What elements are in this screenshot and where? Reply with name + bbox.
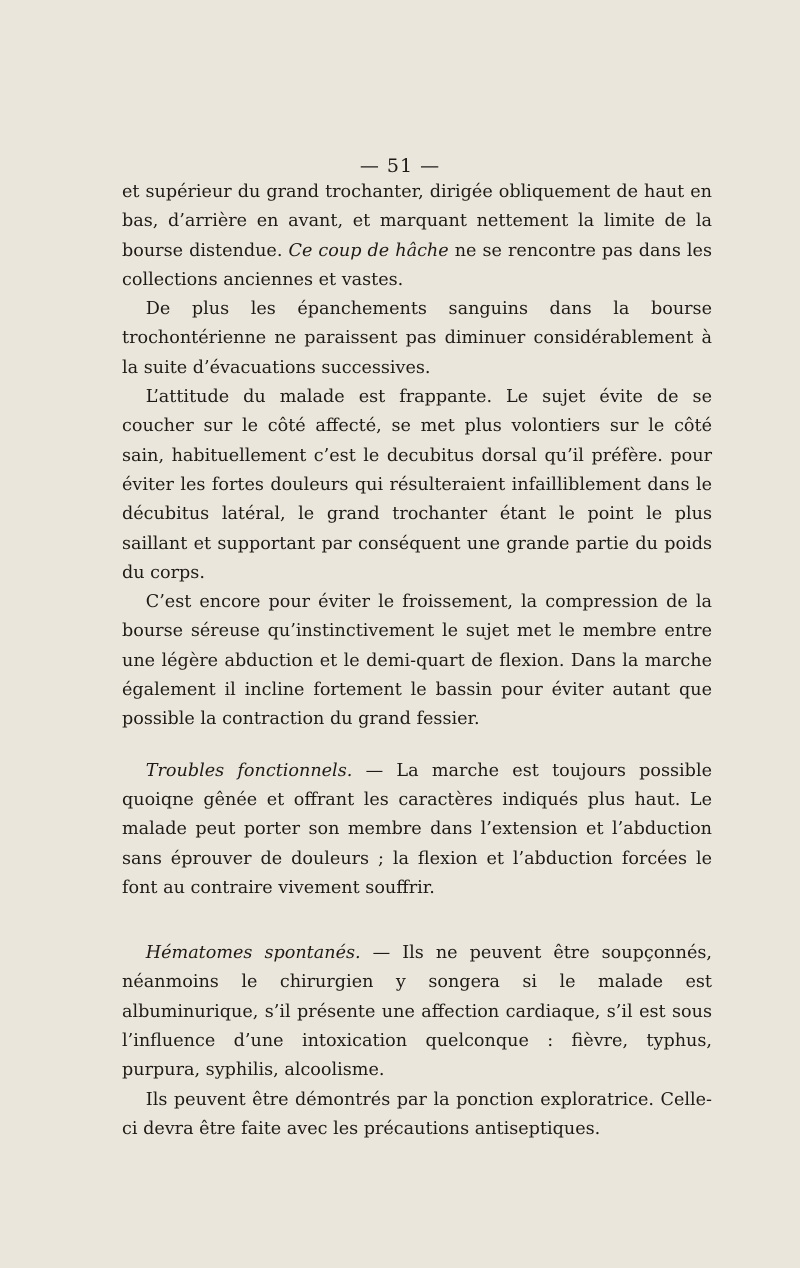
paragraph-troubles-fonctionnels xyxy=(122,757,712,903)
paragraph-1 xyxy=(122,178,712,295)
section-title-hematomes-spontanes: Hématomes spontanés. xyxy=(145,943,361,964)
paragraph-hematomes-spontanes xyxy=(122,939,712,1085)
paragraph-4: C’est encore pour éviter le froissement, la compression de la bourse séreuse qu’instinctivement le sujet met le membre entre une légère abduction et le demi-quart de flexion. Dans la marche également il incline fortement le bassin pour éviter autant que possible la contraction du grand fessier. xyxy=(122,592,712,730)
section-title-troubles-fonctionnels: Troubles fonctionnels. xyxy=(145,760,353,781)
paragraph-1-text-a: et supérieur du grand trochanter, dirigée obliquement de haut en bas, d’arrière en avant, et marquant nettement la limite de la bourse distendue. xyxy=(122,182,712,261)
paragraph-1-text-c: ne se rencontre pas dans les collections anciennes et vastes. xyxy=(122,240,712,290)
paragraph-2: De plus les épanchements sanguins dans la bourse trochontérienne ne paraissent pas diminuer considérablement à la suite d’évacuations successives. xyxy=(122,299,712,378)
section-text-troubles-fonctionnels: — La marche est toujours possible quoiqne gênée et offrant les caractères indiqués plus haut. Le malade peut porter son membre dans l’extension et l’abduction sans éprouver de douleurs ; la flexion et l’abduction forcées le font au contraire vivement souffrir. xyxy=(122,760,712,898)
section-text-hematomes-spontanes: — Ils ne peuvent être soupçonnés, néanmoins le chirurgien y songera si le malade est albuminurique, s’il présente une affection cardiaque, s’il est sous l’influence d’une intoxication quelconque : fièvre, typhus, purpura, syphilis, alcoolisme. xyxy=(122,943,712,1081)
paragraph-7: Ils peuvent être démontrés par la ponction exploratrice. Celle-ci devra être faite avec les précautions antiseptiques. xyxy=(122,1089,712,1139)
paragraph-3: L’attitude du malade est frappante. Le sujet évite de se coucher sur le côté affecté, se met plus volontiers sur le côté sain, habituellement c’est le decubitus dorsal qu’il préfère. pour éviter les fortes douleurs qui résulteraient infailliblement dans le décubitus latéral, le grand trochanter étant le point le plus saillant et supportant par conséquent une grande partie du poids du corps. xyxy=(122,387,712,583)
text-body xyxy=(122,178,712,1144)
page-number: — 51 — xyxy=(359,155,441,177)
paragraph-1-emphasis: Ce coup de hâche xyxy=(288,240,449,261)
